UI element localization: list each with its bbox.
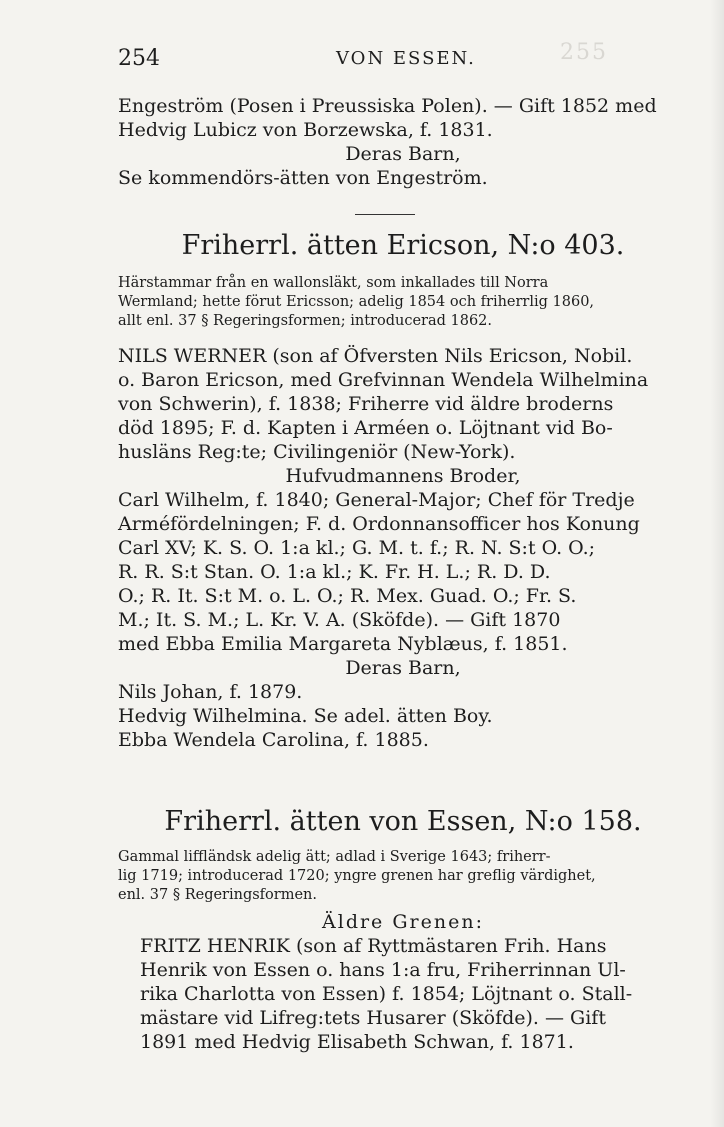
divider: [355, 214, 415, 215]
text-line: FRITZ HENRIK (son af Ryttmästaren Frih. Hans: [140, 935, 607, 957]
text-line: rika Charlotta von Essen) f. 1854; Löjtnant o. Stall-: [140, 983, 633, 1005]
text-line: Nils Johan, f. 1879.: [118, 681, 303, 703]
running-title: VON ESSEN.: [336, 48, 476, 69]
text-line: Deras Barn,: [345, 657, 461, 679]
text-line: R. R. S:t Stan. O. 1:a kl.; K. Fr. H. L.; R. D. D.: [118, 561, 551, 583]
text-line: Carl Wilhelm, f. 1840; General-Major; Chef för Tredje: [118, 489, 635, 511]
text-line: Engeström (Posen i Preussiska Polen). — Gift 1852 med: [118, 95, 657, 117]
essen-intro: [118, 848, 688, 905]
text-line: Carl XV; K. S. O. 1:a kl.; G. M. t. f.; R. N. S:t O. O.;: [118, 537, 596, 559]
text-line: död 1895; F. d. Kapten i Arméen o. Löjtnant vid Bo-: [118, 417, 613, 439]
text-line: O.; R. It. S:t M. o. L. O.; R. Mex. Guad. O.; Fr. S.: [118, 585, 577, 607]
text-line: Hufvudmannens Broder,: [285, 465, 521, 487]
text-line: husläns Reg:te; Civilingeniör (New-York).: [118, 441, 516, 463]
text-line: NILS WERNER (son af Öfversten Nils Ericson, Nobil.: [118, 345, 633, 367]
text-line: Arméfördelningen; F. d. Ordonnansofficer hos Konung: [118, 513, 640, 535]
essen-entry: [118, 910, 688, 1054]
text-line: enl. 37 § Regeringsformen.: [118, 887, 317, 903]
section-title-essen: Friherrl. ätten von Essen, N:o 158.: [164, 806, 642, 837]
page-edge-shadow: [710, 0, 724, 1127]
page-header: [118, 46, 678, 72]
text-line: Ebba Wendela Carolina, f. 1885.: [118, 729, 429, 751]
text-line: allt enl. 37 § Regeringsformen; introducerad 1862.: [118, 313, 492, 329]
text-line: Hedvig Lubicz von Borzewska, f. 1831.: [118, 119, 493, 141]
bleed-through-text: 255: [560, 40, 608, 65]
text-line: Härstammar från en wallonsläkt, som inkallades till Norra: [118, 275, 549, 291]
text-line: Se kommendörs-ätten von Engeström.: [118, 167, 488, 189]
text-line: M.; It. S. M.; L. Kr. V. A. (Sköfde). — Gift 1870: [118, 609, 561, 631]
engestrom-entry: [118, 94, 688, 190]
text-line: Deras Barn,: [345, 143, 461, 165]
text-line: 1891 med Hedvig Elisabeth Schwan, f. 1871.: [140, 1031, 574, 1053]
text-line: Äldre Grenen:: [322, 911, 484, 933]
text-line: Hedvig Wilhelmina. Se adel. ätten Boy.: [118, 705, 493, 727]
ericson-intro: [118, 274, 688, 331]
page-number: 254: [118, 46, 160, 71]
text-line: Wermland; hette förut Ericsson; adelig 1854 och friherrlig 1860,: [118, 294, 595, 310]
text-line: lig 1719; introducerad 1720; yngre grenen har greflig värdighet,: [118, 868, 596, 884]
text-line: Gammal liffländsk adelig ätt; adlad i Sverige 1643; friherr-: [118, 849, 551, 865]
text-line: mästare vid Lifreg:tets Husarer (Sköfde). — Gift: [140, 1007, 606, 1029]
text-line: med Ebba Emilia Margareta Nyblæus, f. 1851.: [118, 633, 568, 655]
text-line: Henrik von Essen o. hans 1:a fru, Friherrinnan Ul-: [140, 959, 626, 981]
section-title-ericson: Friherrl. ätten Ericson, N:o 403.: [181, 230, 625, 261]
ericson-entry: [118, 344, 688, 752]
text-line: von Schwerin), f. 1838; Friherre vid äldre broderns: [118, 393, 614, 415]
text-line: o. Baron Ericson, med Grefvinnan Wendela Wilhelmina: [118, 369, 649, 391]
